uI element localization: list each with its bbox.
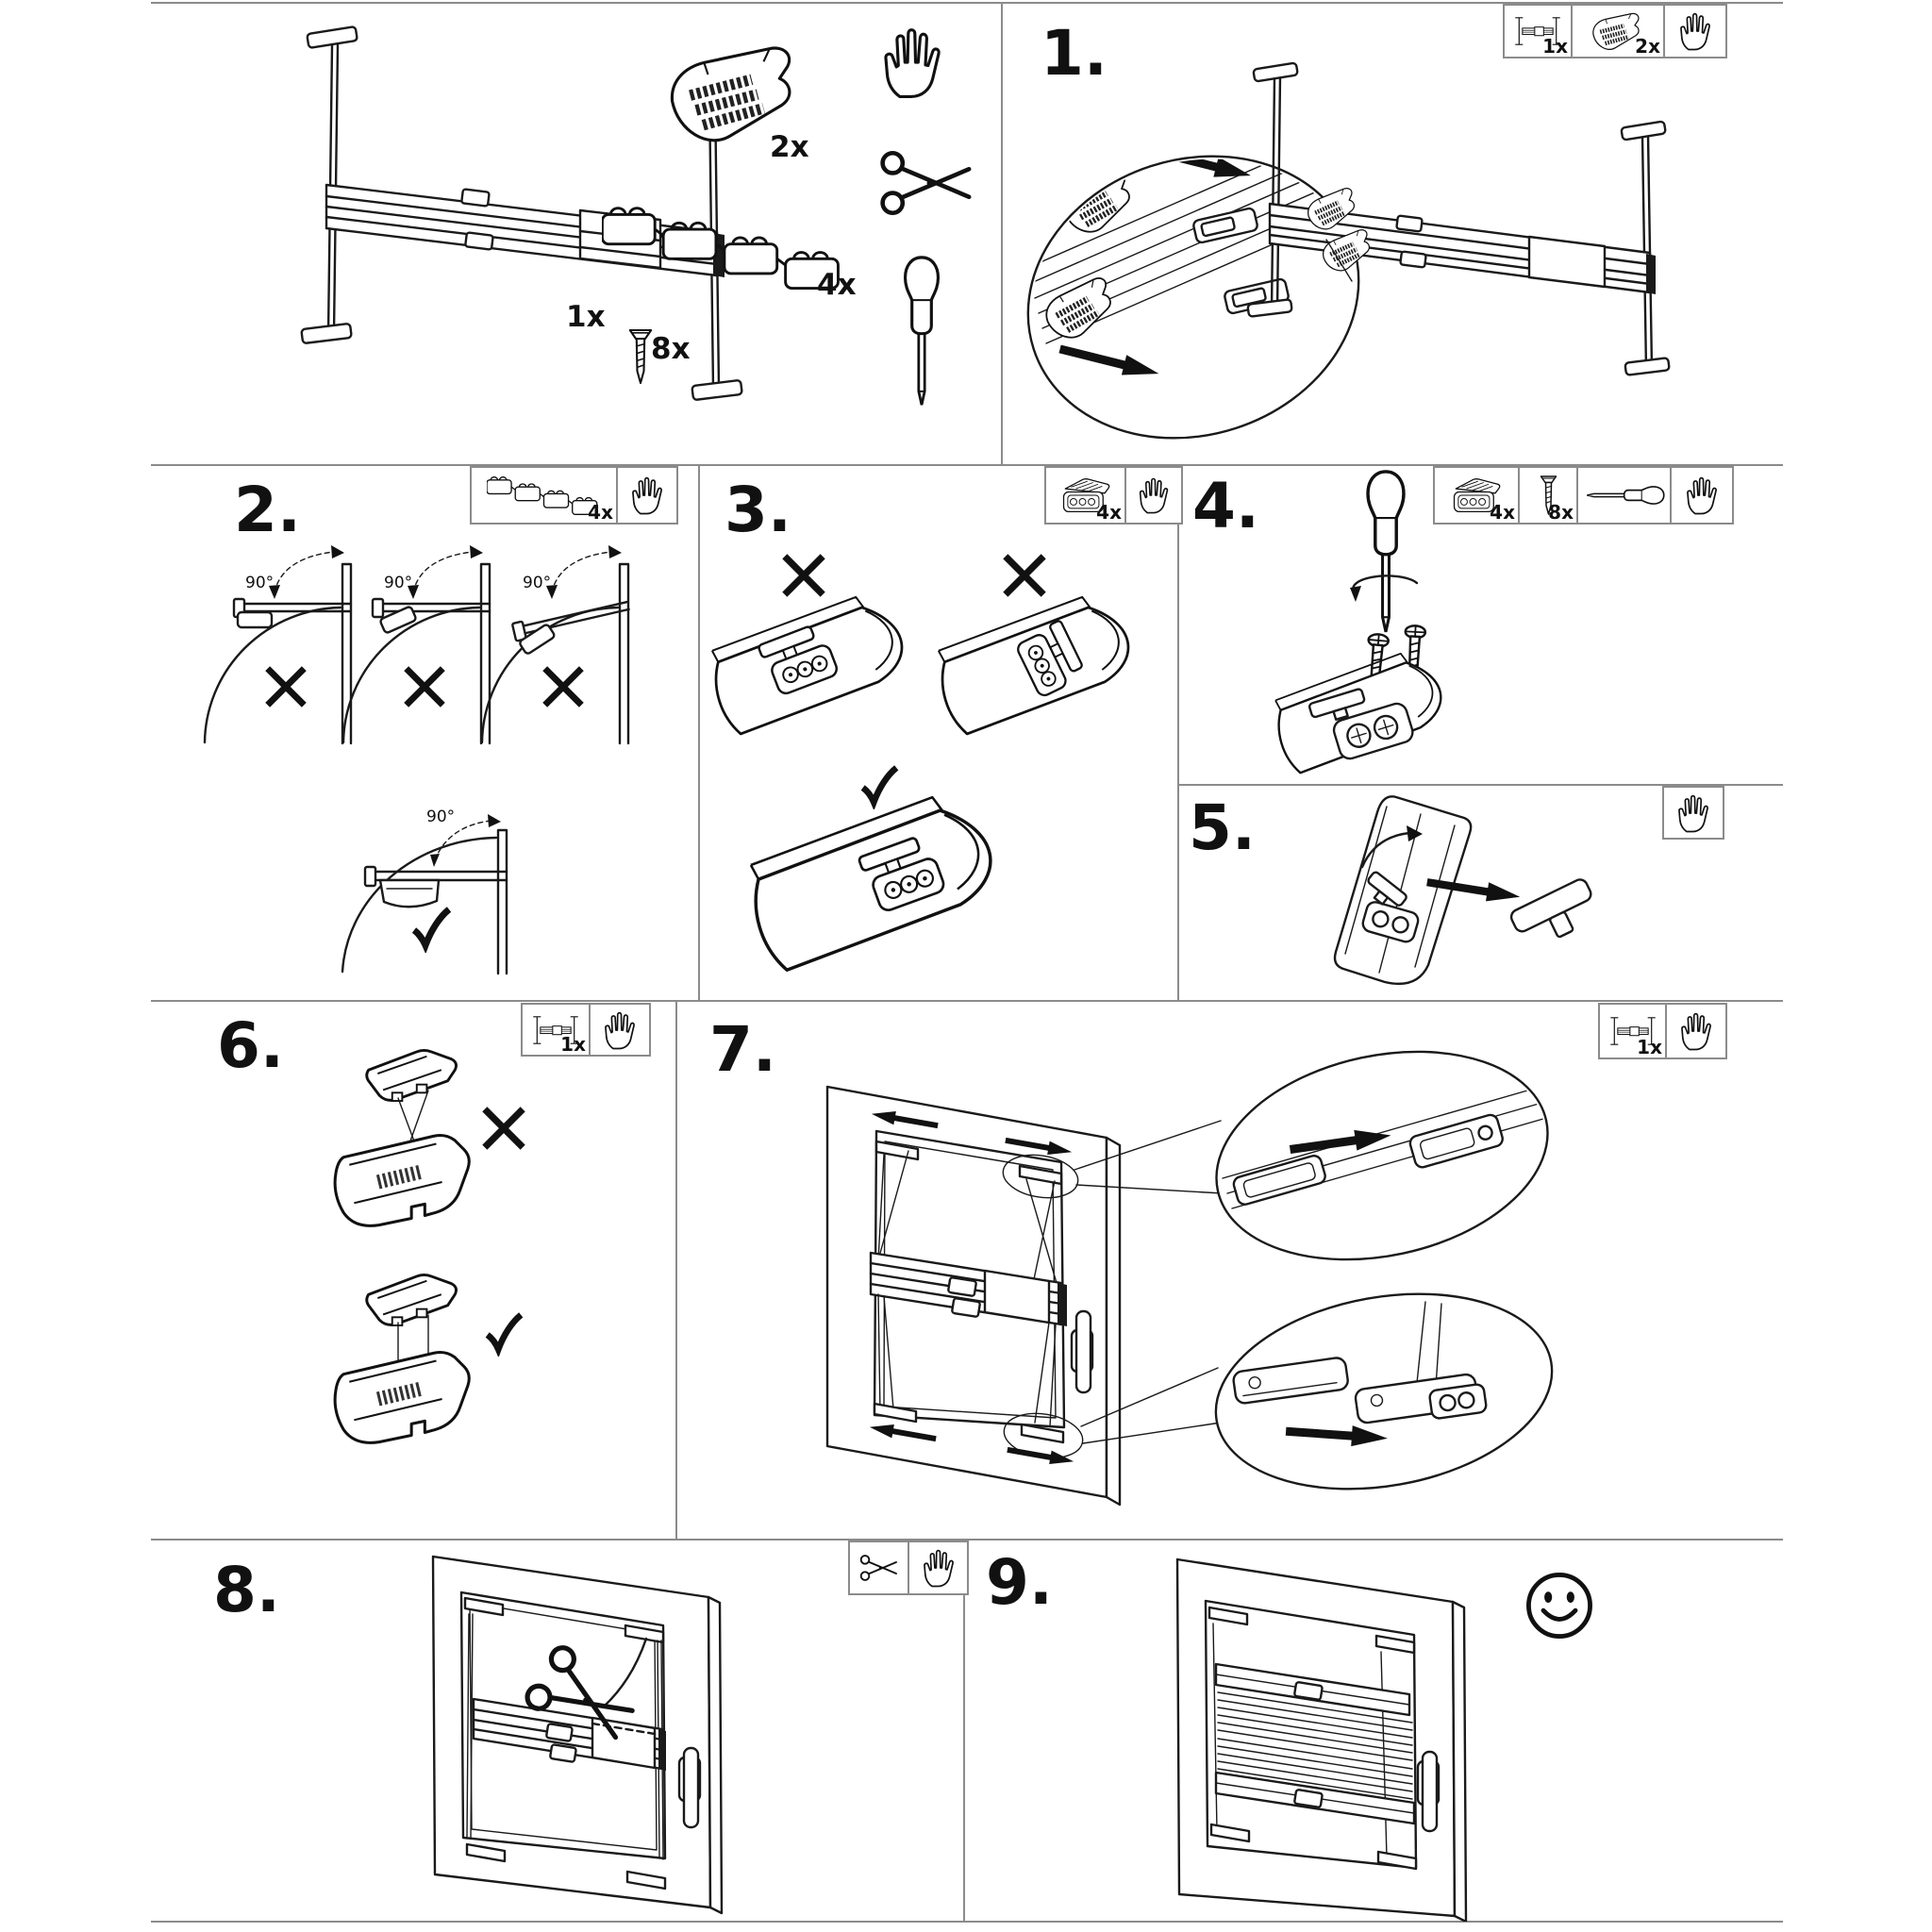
panel-step-8 <box>151 1539 963 1922</box>
angle-label-2: 90° <box>384 574 413 592</box>
wrong-angle-diagram-1 <box>205 545 351 743</box>
hand-icon <box>1684 475 1720 515</box>
panel-step-1 <box>1001 2 1783 464</box>
step-9-drawing <box>963 1539 1783 1922</box>
panel-step-2 <box>151 464 698 1001</box>
box-screwdriver-cell <box>1578 468 1672 523</box>
step-1-drawing <box>1001 2 1783 464</box>
parts-overview-drawing <box>151 2 1001 464</box>
box-bracket-cell <box>1046 468 1126 523</box>
step-6-materials-box <box>521 1003 651 1057</box>
x-mark <box>1006 557 1043 594</box>
wrong-angle-diagram-2 <box>343 545 490 743</box>
box-hand-cell <box>1667 1005 1725 1058</box>
wrong-angle-diagram-3 <box>482 545 634 743</box>
bracket-count-label: 4x <box>817 268 857 302</box>
hand-icon <box>1678 1011 1714 1051</box>
straight-cords-correct <box>335 1274 521 1442</box>
box-blind-cell <box>1505 6 1573 57</box>
bracket-count: 4x <box>1096 501 1122 524</box>
step-5-number: 5. <box>1189 791 1256 864</box>
screw-count-label: 8x <box>651 332 691 366</box>
step-7-drawing <box>675 1000 1783 1539</box>
step-4-number: 4. <box>1192 470 1259 542</box>
step-8-number: 8. <box>213 1554 280 1626</box>
step-2-drawing <box>151 464 698 1001</box>
hand-icon <box>1137 476 1171 514</box>
angle-label-3: 90° <box>523 574 552 592</box>
screwdriver-icon <box>1368 472 1404 632</box>
x-mark <box>785 557 823 594</box>
step-3-materials-box <box>1044 466 1183 525</box>
box-clip-cell <box>1573 6 1665 57</box>
step-3-number: 3. <box>724 474 791 546</box>
scissors-icon <box>883 153 970 212</box>
step-1-number: 1. <box>1041 17 1108 90</box>
panel-step-5 <box>1177 784 1783 1000</box>
blind-count-label: 1x <box>566 300 606 334</box>
box-hand-cell <box>1664 788 1723 838</box>
box-scissors-cell <box>850 1542 909 1593</box>
x-mark <box>485 1109 523 1147</box>
box-blind-cell <box>523 1005 591 1055</box>
step-4-materials-box <box>1433 466 1734 525</box>
clamp-cover-part <box>672 48 789 141</box>
hand-icon <box>629 475 665 515</box>
box-bracket-strip-cell <box>472 468 618 523</box>
bracket-count: 4x <box>1490 501 1515 524</box>
step-1-materials-box <box>1503 4 1727 58</box>
step-5-materials-box <box>1662 786 1724 840</box>
clip-count-label: 2x <box>770 130 809 164</box>
blind-count: 1x <box>560 1033 586 1056</box>
box-hand-cell <box>618 468 676 523</box>
box-blind-cell <box>1600 1005 1667 1058</box>
screw-part <box>630 330 651 383</box>
removed-clip <box>1508 877 1602 953</box>
panel-parts-overview <box>151 2 1001 464</box>
wrong-bracket-position-1 <box>712 597 902 734</box>
angle-label-4: 90° <box>426 808 456 826</box>
box-hand-cell <box>591 1005 649 1055</box>
smiley-icon <box>1528 1574 1590 1636</box>
screwdriver-icon <box>1584 482 1665 508</box>
step-9-number: 9. <box>986 1546 1053 1619</box>
crossed-cords-wrong <box>335 1050 523 1225</box>
box-hand-cell <box>1665 6 1725 57</box>
step-7-materials-box <box>1598 1003 1727 1059</box>
box-screw-cell <box>1520 468 1578 523</box>
hand-icon <box>921 1548 957 1588</box>
step-3-drawing <box>698 464 1177 1001</box>
panel-step-6 <box>151 1000 675 1539</box>
x-mark <box>407 669 443 706</box>
clip-icon-count: 2x <box>1635 35 1660 58</box>
correct-bracket-position <box>751 797 991 970</box>
angle-label-1: 90° <box>245 574 275 592</box>
step-6-number: 6. <box>217 1009 284 1082</box>
top-rail-callout <box>1197 1023 1567 1288</box>
check-mark <box>414 909 449 945</box>
scissors-icon <box>859 1550 899 1586</box>
box-bracket-cell <box>1435 468 1520 523</box>
hand-icon <box>602 1010 638 1050</box>
panel-step-3 <box>698 464 1177 1001</box>
screw-count: 8x <box>1548 501 1574 524</box>
panel-step-7 <box>675 1000 1783 1539</box>
bottom-rail-callout <box>1200 1269 1567 1513</box>
step-8-materials-box <box>848 1541 969 1595</box>
check-mark <box>863 768 897 802</box>
step-7-number: 7. <box>709 1013 776 1086</box>
panel-step-4 <box>1177 464 1783 784</box>
magnifier-ellipse <box>1001 114 1395 464</box>
box-hand-cell <box>909 1542 967 1593</box>
step-6-drawing <box>151 1000 675 1539</box>
box-hand-cell <box>1672 468 1732 523</box>
correct-angle-diagram <box>342 814 507 974</box>
hand-icon <box>886 30 939 97</box>
box-hand-cell <box>1126 468 1181 523</box>
hand-icon <box>1675 793 1711 833</box>
panel-step-9 <box>963 1539 1783 1922</box>
check-mark <box>488 1315 522 1349</box>
blind-icon-count: 1x <box>1542 35 1568 58</box>
step-8-drawing <box>151 1539 963 1922</box>
step-2-number: 2. <box>234 474 301 546</box>
screwdriver-icon <box>906 258 939 405</box>
x-mark <box>268 669 305 706</box>
bracket-strip-icon <box>487 474 602 517</box>
hand-icon <box>1677 11 1713 51</box>
blind-count: 1x <box>1637 1036 1662 1058</box>
wrong-bracket-position-2 <box>939 597 1128 734</box>
bracket-strip-count: 4x <box>588 501 613 524</box>
window-jamb <box>1335 796 1471 984</box>
step-2-materials-box <box>470 466 678 525</box>
x-mark <box>545 669 582 706</box>
